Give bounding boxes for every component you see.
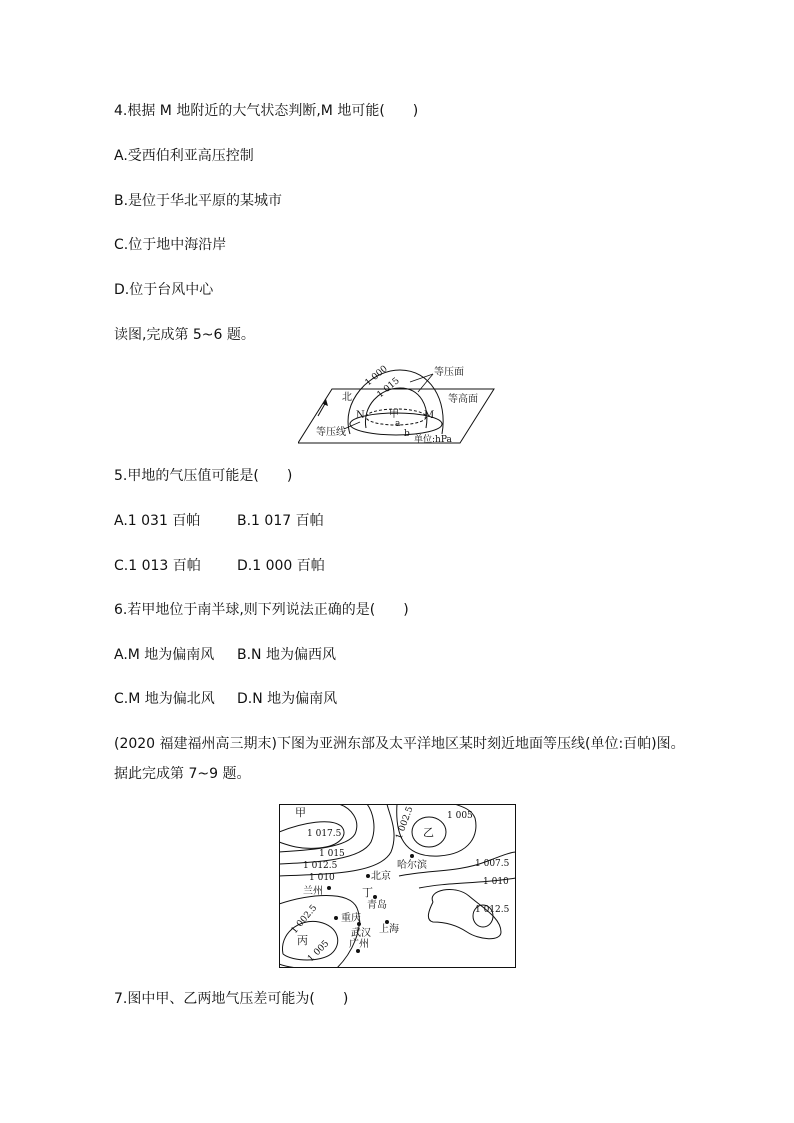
- city-label-guangzhou: 广州: [349, 939, 369, 950]
- iso-label-1002-5-top: 1 002.5: [394, 805, 416, 842]
- question-6-option-c: C.M 地为偏北风: [114, 691, 215, 707]
- iso-label-1017-5: 1 017.5: [307, 829, 342, 839]
- question-5-option-d: D.1 000 百帕: [237, 558, 325, 574]
- label-m: M: [424, 410, 435, 421]
- city-label-harbin: 哈尔滨: [397, 860, 427, 871]
- question-6-option-d: D.N 地为偏南风: [237, 691, 338, 707]
- label-b: b: [404, 429, 410, 439]
- city-label-chongqing: 重庆: [341, 913, 361, 924]
- intro-7-9-line1: (2020 福建福州高三期末)下图为亚洲东部及太平洋地区某时刻近地面等压线(单位:百帕)图。: [114, 736, 685, 752]
- city-dot-chongqing: [334, 916, 338, 920]
- label-a: a: [395, 419, 401, 429]
- question-5-option-a: A.1 031 百帕: [114, 513, 201, 529]
- label-jia-fig1: 甲: [389, 409, 399, 420]
- iso-label-1005-bottom: 1 005: [306, 938, 332, 965]
- question-6-option-b: B.N 地为偏西风: [237, 647, 336, 663]
- iso-label-1015: 1 015: [319, 849, 345, 859]
- city-label-qingdao: 青岛: [367, 900, 387, 911]
- question-4-option-a: A.受西伯利亚高压控制: [114, 148, 254, 164]
- iso-label-1010-right: 1 010: [483, 877, 509, 887]
- label-n: N: [356, 410, 365, 421]
- question-4-option-d: D.位于台风中心: [114, 282, 214, 298]
- city-label-lanzhou: 兰州: [303, 886, 323, 897]
- label-ding: 丁: [362, 886, 373, 899]
- isobaric-surface-diagram: [298, 362, 498, 448]
- iso-label-1002-5-left: 1 002.5: [289, 903, 320, 936]
- question-6-option-a: A.M 地为偏南风: [114, 647, 215, 663]
- iso-label-1010: 1 010: [309, 873, 335, 883]
- question-4-stem: 4.根据 M 地附近的大气状态判断,M 地可能( ): [114, 103, 419, 119]
- label-north: 北: [342, 392, 352, 403]
- label-bing: 丙: [297, 934, 308, 947]
- question-6-stem: 6.若甲地位于南半球,则下列说法正确的是( ): [114, 602, 409, 618]
- isobar-map: [279, 804, 516, 968]
- question-5-option-b: B.1 017 百帕: [237, 513, 324, 529]
- iso-label-1012-5: 1 012.5: [303, 861, 338, 871]
- label-isobaric-surface: 等压面: [434, 367, 464, 378]
- question-7-stem: 7.图中甲、乙两地气压差可能为( ): [114, 991, 349, 1007]
- label-jia: 甲: [295, 806, 306, 819]
- iso-label-1005-top: 1 005: [447, 811, 473, 821]
- city-dot-lanzhou: [327, 886, 331, 890]
- intro-7-9-line2: 据此完成第 7~9 题。: [114, 766, 251, 782]
- intro-5-6: 读图,完成第 5~6 题。: [114, 327, 255, 343]
- question-5-option-c: C.1 013 百帕: [114, 558, 201, 574]
- question-4-option-c: C.位于地中海沿岸: [114, 237, 227, 253]
- isobaric-value-outer: 1 000: [363, 364, 390, 389]
- city-dot-qingdao: [373, 895, 377, 899]
- iso-label-1007-5: 1 007.5: [475, 859, 510, 869]
- city-dot-harbin: [410, 854, 414, 858]
- question-4-option-b: B.是位于华北平原的某城市: [114, 193, 283, 209]
- leader-isobar: [344, 422, 360, 429]
- label-yi: 乙: [423, 826, 434, 839]
- isobaric-value-inner: 1 015: [375, 376, 402, 401]
- city-dot-beijing: [366, 874, 370, 878]
- city-label-shanghai: 上海: [379, 924, 399, 935]
- label-isobar: 等压线: [316, 427, 346, 438]
- iso-label-1012-5-right: 1 012.5: [475, 905, 510, 915]
- label-contour-surface: 等高面: [448, 394, 478, 405]
- city-label-wuhan: 武汉: [351, 928, 371, 939]
- question-5-stem: 5.甲地的气压值可能是( ): [114, 468, 293, 484]
- label-unit: 单位:hPa: [414, 435, 452, 445]
- city-label-beijing: 北京: [371, 871, 391, 882]
